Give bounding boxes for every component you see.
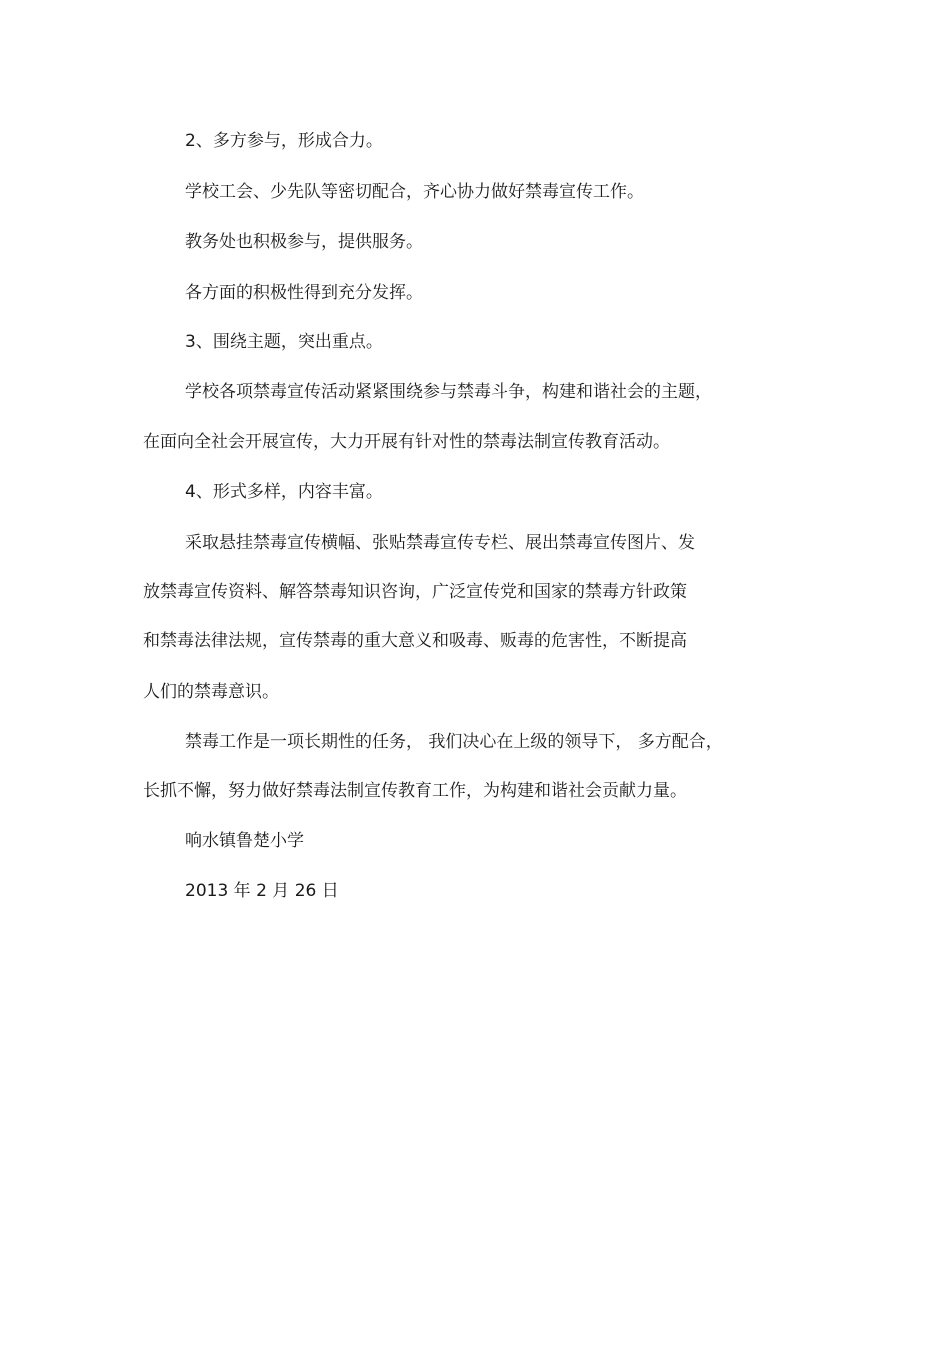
paragraph-line: 在面向全社会开展宣传，大力开展有针对性的禁毒法制宣传教育活动。	[143, 432, 670, 452]
paragraph-line: 各方面的积极性得到充分发挥。	[185, 283, 423, 303]
signature-date: 2013 年 2 月 26 日	[185, 881, 339, 901]
paragraph-line: 人们的禁毒意识。	[143, 682, 279, 702]
heading-point-3: 3、围绕主题，突出重点。	[185, 332, 383, 352]
paragraph-line: 学校工会、少先队等密切配合，齐心协力做好禁毒宣传工作。	[185, 182, 644, 202]
paragraph-line: 放禁毒宣传资料、解答禁毒知识咨询，广泛宣传党和国家的禁毒方针政策	[143, 582, 687, 602]
heading-point-2: 2、多方参与，形成合力。	[185, 131, 383, 151]
paragraph-line: 和禁毒法律法规，宣传禁毒的重大意义和吸毒、贩毒的危害性，不断提高	[143, 631, 687, 651]
heading-point-4: 4、形式多样，内容丰富。	[185, 482, 383, 502]
paragraph-line: 采取悬挂禁毒宣传横幅、张贴禁毒宣传专栏、展出禁毒宣传图片、发	[185, 533, 695, 553]
paragraph-line: 学校各项禁毒宣传活动紧紧围绕参与禁毒斗争，构建和谐社会的主题，	[185, 382, 712, 402]
paragraph-line: 禁毒工作是一项长期性的任务， 我们决心在上级的领导下， 多方配合，	[185, 732, 723, 752]
signature-organization: 响水镇鲁楚小学	[185, 831, 304, 851]
paragraph-line: 教务处也积极参与，提供服务。	[185, 232, 423, 252]
paragraph-line: 长抓不懈，努力做好禁毒法制宣传教育工作，为构建和谐社会贡献力量。	[143, 781, 687, 801]
